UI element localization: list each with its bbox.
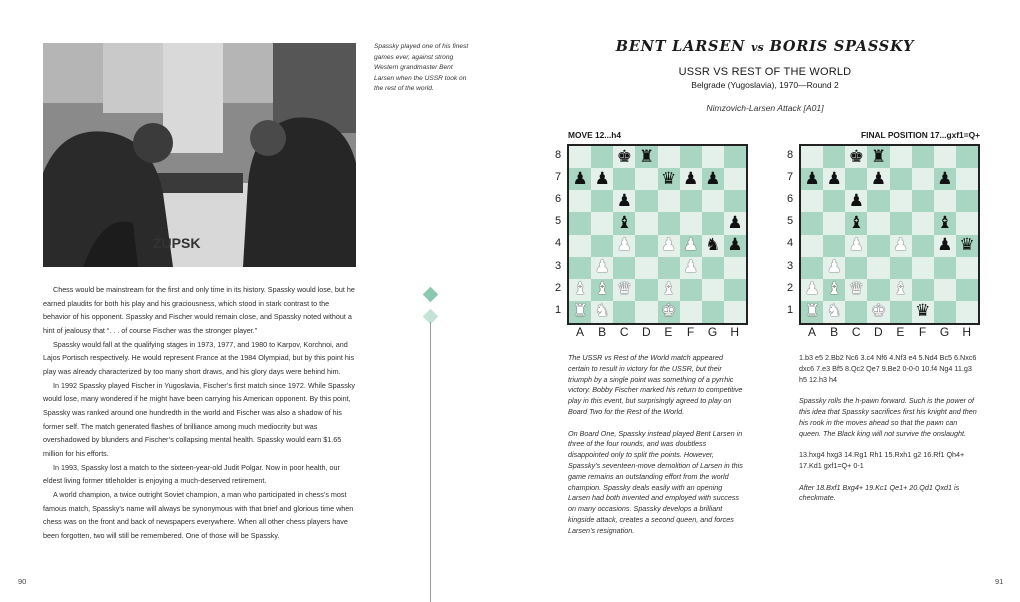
board-square	[635, 146, 657, 168]
board-square	[613, 190, 635, 212]
board-square	[680, 212, 702, 234]
white-pawn-icon: ♟	[848, 235, 864, 256]
board-square	[724, 279, 746, 301]
board-square	[569, 146, 591, 168]
commentary-paragraph: On Board One, Spassky instead played Bent Larsen in three of the four rounds, and was doubtless disappointed only to split the points. However, Spassky’s seventeen-move demolition of Larsen in this game remains an outstanding effort from the world champion. Spassky deals easily with an opening Larsen had both invented and employed with success on many occasions. Spassky develops a brilliant kingside attack, creates a second queen, and forces Larsen’s resignation.	[568, 428, 743, 535]
file-label: B	[830, 325, 839, 339]
board-square	[680, 301, 702, 323]
diamond-ornament-icon	[423, 287, 439, 303]
black-pawn-icon: ♟	[937, 235, 953, 256]
board-square	[956, 279, 978, 301]
board-square	[591, 279, 613, 301]
black-pawn-icon: ♟	[870, 168, 887, 189]
versus-label: vs	[751, 41, 764, 54]
board-square	[658, 146, 680, 168]
board-square	[702, 146, 724, 168]
board-square	[569, 190, 591, 212]
board-square	[890, 168, 912, 190]
black-pawn-icon: ♟	[804, 168, 820, 189]
board-square	[702, 279, 724, 301]
black-knight-icon: ♞	[705, 235, 721, 256]
board-square	[956, 257, 978, 279]
opening-name: Nimzovich-Larsen Attack [A01]	[706, 103, 824, 113]
file-label: A	[807, 325, 816, 339]
black-pawn-icon: ♟	[727, 212, 743, 233]
board-square	[591, 301, 613, 323]
rank-label: 8	[554, 149, 562, 161]
board-square	[890, 301, 912, 323]
event-venue: Belgrade (Yugoslavia), 1970—Round 2	[691, 80, 839, 90]
diagram-label-1: MOVE 12...h4	[568, 130, 622, 140]
board-square	[635, 279, 657, 301]
file-label: E	[664, 325, 673, 339]
rank-label: 2	[554, 281, 562, 294]
board-square	[823, 146, 845, 168]
black-rook-icon: ♜	[870, 146, 887, 167]
commentary-paragraph: The USSR vs Rest of the World match appeared certain to result in victory for the USSR, but their triumph by a single point was something of a pyrrhic victory. Bobby Fischer marked his return to competitive play in this event, but surprisingly agreed to play on Board Two for the Rest of the World.	[568, 353, 743, 416]
board-square	[867, 146, 889, 168]
move-note: Spassky rolls the h-pawn forward. Such is the power of this idea that Spassky sacrifices first his knight and then his rook in the moves ahead so that the pawn can queen. The Black king will not survive the onslaught.	[799, 396, 977, 438]
white-rook-icon: ♜	[804, 301, 820, 322]
white-pawn-icon: ♟	[594, 257, 610, 278]
body-paragraph: Chess would be mainstream for the first and only time in its history. Spassky would lose, but he earned plaudits for both his play and his graciousness, which stood in stark contrast to the behavior of his opponent. Spassky and Fischer would remain close, and Spassky noted without a hint of jealousy that “. . . of course Fischer was the stronger player.”	[43, 285, 355, 335]
board-square	[658, 301, 680, 323]
board-square	[845, 146, 867, 168]
board-square	[956, 168, 978, 190]
board-square	[724, 257, 746, 279]
board-square	[680, 190, 702, 212]
board-square	[658, 279, 680, 301]
board-square	[823, 235, 845, 257]
board-square	[823, 279, 845, 301]
file-label: H	[962, 325, 972, 339]
file-label: G	[939, 325, 950, 339]
file-label: H	[730, 325, 740, 339]
board-square	[956, 235, 978, 257]
board-square	[591, 168, 613, 190]
rank-label: 5	[786, 215, 794, 228]
board-square	[934, 212, 956, 234]
board-square	[823, 301, 845, 323]
board-square	[912, 190, 934, 212]
file-label: F	[686, 325, 695, 339]
file-label: C	[619, 325, 629, 339]
board-square	[823, 212, 845, 234]
board-square	[890, 257, 912, 279]
board-square	[613, 168, 635, 190]
board-square	[702, 190, 724, 212]
board-square	[591, 146, 613, 168]
board-square	[680, 235, 702, 257]
board-square	[635, 257, 657, 279]
white-bishop-icon: ♝	[572, 279, 588, 300]
board-square	[680, 257, 702, 279]
board-square	[613, 301, 635, 323]
board-square	[724, 168, 746, 190]
rank-label: 7	[554, 171, 562, 184]
move-note: After 18.Bxf1 Bxg4+ 19.Kc1 Qe1+ 20.Qd1 Qxd1 is checkmate.	[799, 482, 960, 503]
board-square	[934, 257, 956, 279]
white-bishop-icon: ♝	[594, 279, 610, 300]
board-square	[569, 301, 591, 323]
body-paragraph: In 1993, Spassky lost a match to the sixteen-year-old Judit Polgar. Now in poor health, our eldest living former titleholder is enjoying a much-deserved retirement.	[43, 462, 340, 486]
board-square	[801, 212, 823, 234]
white-king-icon: ♚	[660, 301, 677, 322]
board-square	[702, 257, 724, 279]
board-square	[658, 168, 680, 190]
board-square	[956, 190, 978, 212]
white-pawn-icon: ♟	[804, 279, 820, 300]
board-square	[635, 190, 657, 212]
white-pawn-icon: ♟	[892, 235, 909, 256]
black-pawn-icon: ♟	[848, 190, 864, 211]
black-pawn-icon: ♟	[705, 168, 721, 189]
board-square	[658, 212, 680, 234]
black-pawn-icon: ♟	[937, 168, 953, 189]
rank-label: 6	[554, 193, 562, 206]
black-pawn-icon: ♟	[727, 235, 743, 256]
board-square	[912, 235, 934, 257]
board-square	[912, 301, 934, 323]
moves-text: 13.hxg4 hxg3 14.Rg1 Rh1 15.Rxh1 g2 16.Rf1 Qh4+ 17.Kd1 gxf1=Q+ 0-1	[799, 450, 965, 470]
board-square	[658, 190, 680, 212]
board-square	[890, 190, 912, 212]
board-square	[867, 301, 889, 323]
board-square	[867, 212, 889, 234]
black-rook-icon: ♜	[638, 146, 655, 167]
white-queen-icon: ♛	[848, 279, 864, 300]
commentary-column	[568, 353, 746, 547]
board-square	[801, 235, 823, 257]
board-square	[702, 235, 724, 257]
file-label: D	[641, 325, 651, 339]
board-square	[702, 212, 724, 234]
rank-label: 3	[786, 259, 794, 272]
rank-label: 2	[786, 281, 794, 294]
game-title	[560, 38, 970, 55]
white-pawn-icon: ♟	[826, 257, 842, 278]
board-square	[934, 235, 956, 257]
board-square	[635, 168, 657, 190]
board-square	[934, 279, 956, 301]
rank-label: 4	[786, 237, 794, 250]
file-label: B	[598, 325, 607, 339]
black-pawn-icon: ♟	[594, 168, 610, 189]
board-square	[613, 146, 635, 168]
board-square	[613, 257, 635, 279]
board-square	[635, 301, 657, 323]
page-number-right: 91	[995, 577, 1004, 586]
chess-board-move-12	[567, 144, 748, 325]
board-square	[845, 235, 867, 257]
white-player: BENT LARSEN	[615, 38, 746, 55]
black-queen-icon: ♛	[660, 168, 677, 189]
board-square	[934, 190, 956, 212]
board-square	[724, 212, 746, 234]
white-pawn-icon: ♟	[660, 235, 677, 256]
players-photo	[43, 43, 356, 267]
board-square	[801, 279, 823, 301]
board-square	[635, 235, 657, 257]
board-square	[801, 190, 823, 212]
black-queen-icon: ♛	[915, 301, 931, 322]
white-pawn-icon: ♟	[616, 235, 632, 256]
file-label: A	[575, 325, 584, 339]
board-square	[613, 235, 635, 257]
board-square	[912, 146, 934, 168]
photo-caption: Spassky played one of his finest games ever, against strong Western grandmaster Bent Larsen when the USSR took on the rest of the world.	[374, 43, 469, 93]
black-bishop-icon: ♝	[848, 212, 864, 233]
board-square	[801, 301, 823, 323]
file-label: G	[707, 325, 718, 339]
white-bishop-icon: ♝	[892, 279, 909, 300]
board-square	[890, 235, 912, 257]
black-pawn-icon: ♟	[616, 190, 632, 211]
white-bishop-icon: ♝	[660, 279, 677, 300]
board-square	[934, 146, 956, 168]
rank-label: 7	[786, 171, 794, 184]
white-queen-icon: ♛	[616, 279, 632, 300]
file-label: D	[873, 325, 883, 339]
body-text	[43, 283, 356, 542]
board-square	[680, 146, 702, 168]
rank-label: 3	[554, 259, 562, 272]
board-square	[912, 257, 934, 279]
white-king-icon: ♚	[870, 301, 887, 322]
rank-label: 6	[786, 193, 794, 206]
board-square	[591, 212, 613, 234]
rank-label: 1	[554, 303, 562, 316]
board-square	[702, 168, 724, 190]
board-square	[724, 301, 746, 323]
board-square	[680, 279, 702, 301]
board-square	[658, 257, 680, 279]
body-paragraph: In 1992 Spassky played Fischer in Yugoslavia, Fischer’s first match since 1972. While Spassky would lose, many wondered if he might have been carrying his American opponent. By this point, Spassky was ranked around one hundredth in the world and Fischer was also a shadow of his former self. The match generated flashes of brilliance among much mediocrity but was overshadowed by blunders and Fischer’s collapsing mental health. Spassky would earn $1.65 million for his efforts.	[43, 380, 356, 458]
body-paragraph: A world champion, a twice outright Soviet champion, a man who participated in chess’s most famous match, Spassky’s name will always be synonymous with that brief and glorious time when chess was on the front and back of newspapers everywhere. When all other chess players have been forgotten, two will still be remembered. One of those will be Spassky.	[43, 489, 354, 540]
file-label: E	[896, 325, 905, 339]
board-square	[801, 257, 823, 279]
black-bishop-icon: ♝	[937, 212, 953, 233]
board-square	[569, 168, 591, 190]
board-square	[569, 235, 591, 257]
white-pawn-icon: ♟	[683, 235, 699, 256]
board-square	[724, 190, 746, 212]
white-pawn-icon: ♟	[683, 257, 699, 278]
moves-text: 1.b3 e5 2.Bb2 Nc6 3.c4 Nf6 4.Nf3 e4 5.Nd4 Bc5 6.Nxc6 dxc6 7.e3 Bf5 8.Qc2 Qe7 9.Be2 0-0-0 10.f4 Ng4 11.g3 h5 12.h3 h4	[799, 353, 977, 384]
board-square	[867, 168, 889, 190]
board-square	[890, 279, 912, 301]
black-king-icon: ♚	[848, 146, 864, 167]
board-square	[613, 212, 635, 234]
board-square	[569, 212, 591, 234]
rank-label: 8	[786, 149, 794, 161]
event-name: USSR VS REST OF THE WORLD	[678, 66, 852, 78]
board-square	[823, 257, 845, 279]
board-square	[702, 301, 724, 323]
board-square	[724, 146, 746, 168]
white-rook-icon: ♜	[572, 301, 588, 322]
board-square	[912, 212, 934, 234]
board-square	[680, 168, 702, 190]
white-knight-icon: ♞	[594, 301, 610, 322]
rank-label: 4	[554, 237, 562, 250]
rank-label: 5	[554, 215, 562, 228]
board-square	[867, 279, 889, 301]
board-square	[591, 190, 613, 212]
board-square	[867, 257, 889, 279]
board-square	[912, 279, 934, 301]
black-queen-icon: ♛	[959, 235, 975, 256]
board-square	[801, 168, 823, 190]
board-square	[845, 212, 867, 234]
board-square	[890, 146, 912, 168]
diagram-label-2: FINAL POSITION 17...gxf1=Q+	[861, 130, 980, 140]
board-square	[658, 235, 680, 257]
board-square	[890, 212, 912, 234]
board-square	[934, 168, 956, 190]
board-square	[635, 212, 657, 234]
page-number-left: 90	[18, 577, 27, 586]
black-bishop-icon: ♝	[616, 212, 632, 233]
board-square	[823, 190, 845, 212]
board-square	[801, 146, 823, 168]
file-label: F	[918, 325, 927, 339]
board-square	[724, 235, 746, 257]
board-square	[569, 257, 591, 279]
black-king-icon: ♚	[616, 146, 632, 167]
black-pawn-icon: ♟	[683, 168, 699, 189]
board-square	[569, 279, 591, 301]
board-square	[845, 190, 867, 212]
board-square	[845, 279, 867, 301]
white-bishop-icon: ♝	[826, 279, 842, 300]
board-square	[591, 235, 613, 257]
board-square	[956, 146, 978, 168]
board-square	[867, 190, 889, 212]
chess-board-final-position	[799, 144, 980, 325]
photo-sign-text: ŽUPSK	[153, 235, 201, 251]
board-square	[591, 257, 613, 279]
board-square	[934, 301, 956, 323]
black-pawn-icon: ♟	[572, 168, 588, 189]
board-square	[845, 168, 867, 190]
moves-column	[799, 353, 977, 515]
board-square	[613, 279, 635, 301]
board-square	[956, 301, 978, 323]
rank-label: 1	[786, 303, 794, 316]
board-square	[845, 257, 867, 279]
black-player: BORIS SPASSKY	[769, 38, 915, 55]
black-pawn-icon: ♟	[826, 168, 842, 189]
board-square	[823, 168, 845, 190]
white-knight-icon: ♞	[826, 301, 842, 322]
board-square	[867, 235, 889, 257]
body-paragraph: Spassky would fall at the qualifying stages in 1973, 1977, and 1980 to Karpov, Korchnoi, and Lajos Portisch respectively. He would represent France at the 1984 Olympiad, but by this point his play was already characterized by too many short draws, and his glory days were behind him.	[43, 339, 355, 376]
file-label: C	[851, 325, 861, 339]
board-square	[912, 168, 934, 190]
board-square	[956, 212, 978, 234]
board-square	[845, 301, 867, 323]
gutter-divider	[430, 322, 431, 602]
